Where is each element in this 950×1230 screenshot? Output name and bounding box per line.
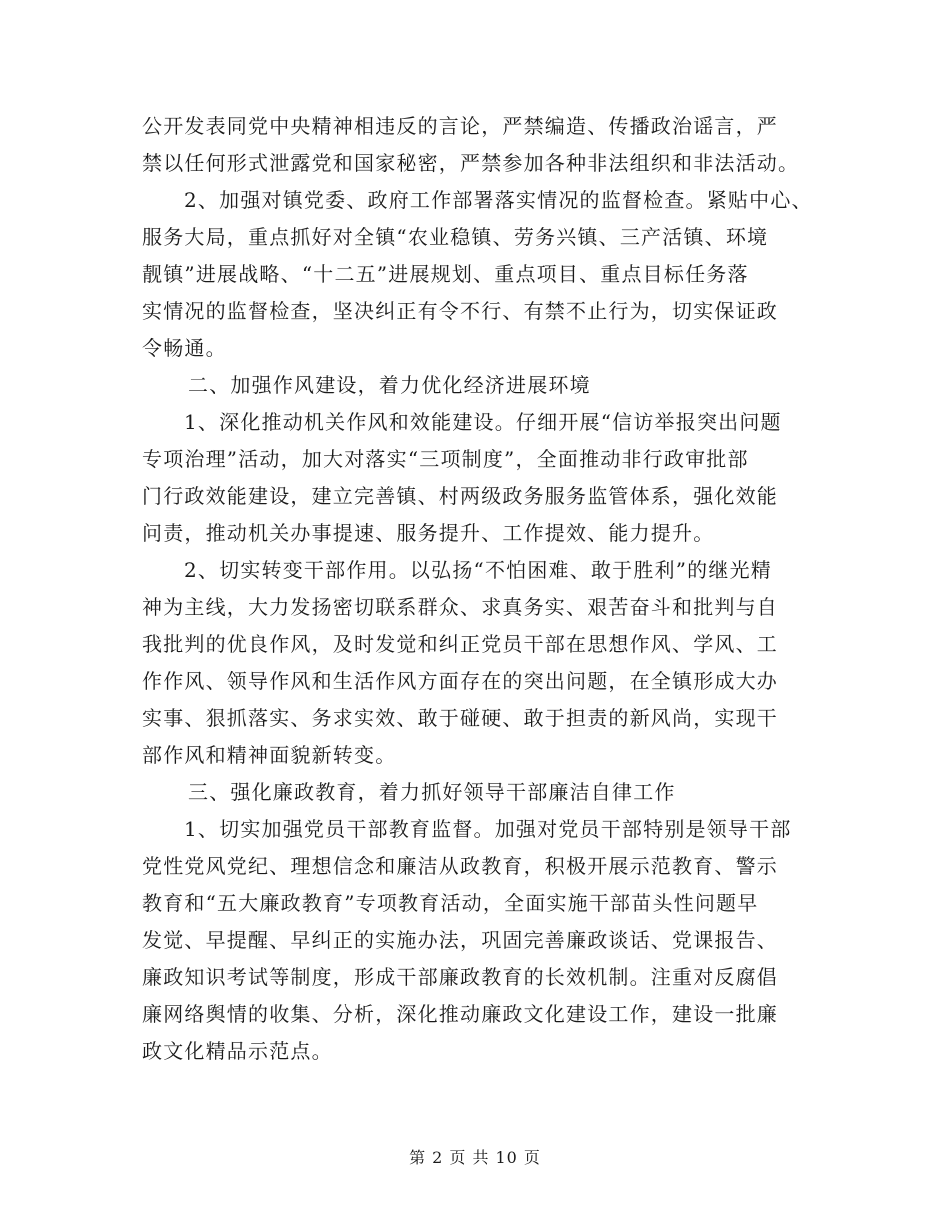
text-line: 实事、狠抓落实、务求实效、敢于碰硬、敢于担责的新风尚，实现干 [142, 706, 778, 730]
text-line: 作作风、领导作风和生活作风方面存在的突出问题，在全镇形成大办 [142, 669, 778, 693]
text-line: 我批判的优良作风，及时发觉和纠正党员干部在思想作风、学风、工 [142, 632, 778, 656]
text-line: 1、深化推动机关作风和效能建设。仔细开展“信访举报突出问题 [184, 410, 782, 434]
text-line: 神为主线，大力发扬密切联系群众、求真务实、艰苦奋斗和批判与自 [142, 595, 778, 619]
text-line: 1、切实加强党员干部教育监督。加强对党员干部特别是领导干部 [184, 817, 792, 841]
text-line: 教育和“五大廉政教育”专项教育活动，全面实施干部苗头性问题早 [142, 891, 759, 915]
total-pages-number: 10 [495, 1148, 518, 1167]
page-footer [0, 1148, 950, 1168]
current-page-number: 2 [432, 1148, 444, 1167]
text-line: 门行政效能建设，建立完善镇、村两级政务服务监管体系，强化效能 [142, 484, 778, 508]
text-line: 实情况的监督检查，坚决纠正有令不行、有禁不止行为，切实保证政 [142, 299, 778, 323]
text-line: 公开发表同党中央精神相违反的言论，严禁编造、传播政治谣言，严 [142, 114, 778, 138]
text-line: 廉网络舆情的收集、分析，深化推动廉政文化建设工作，建设一批廉 [142, 1002, 778, 1026]
page-label-suffix: 页 [523, 1148, 541, 1167]
text-line: 服务大局，重点抓好对全镇“农业稳镇、劳务兴镇、三产活镇、环境 [142, 225, 769, 249]
page-label-mid: 页 共 [449, 1148, 490, 1167]
text-line: 党性党风党纪、理想信念和廉洁从政教育，积极开展示范教育、警示 [142, 854, 778, 878]
page-label-prefix: 第 [409, 1148, 427, 1167]
text-line: 廉政知识考试等制度，形成干部廉政教育的长效机制。注重对反腐倡 [142, 965, 778, 989]
text-line: 靓镇”进展战略、“十二五”进展规划、重点项目、重点目标任务落 [142, 262, 749, 286]
text-line: 2、加强对镇党委、政府工作部署落实情况的监督检查。紧贴中心、 [184, 188, 813, 212]
text-line: 令畅通。 [142, 336, 227, 360]
text-line: 2、切实转变干部作用。以弘扬“不怕困难、敢于胜利”的继光精 [184, 558, 772, 582]
text-line: 专项治理”活动，加大对落实“三项制度”，全面推动非行政审批部 [142, 447, 749, 471]
text-line: 发觉、早提醒、早纠正的实施办法，巩固完善廉政谈话、党课报告、 [142, 928, 778, 952]
section-heading: 二、加强作风建设，着力优化经济进展环境 [188, 373, 591, 397]
text-line: 问责，推动机关办事提速、服务提升、工作提效、能力提升。 [142, 521, 715, 545]
text-line: 政文化精品示范点。 [142, 1039, 333, 1063]
section-heading: 三、强化廉政教育，着力抓好领导干部廉洁自律工作 [188, 780, 676, 804]
text-line: 禁以任何形式泄露党和国家秘密，严禁参加各种非法组织和非法活动。 [142, 151, 800, 175]
text-line: 部作风和精神面貌新转变。 [142, 743, 397, 767]
